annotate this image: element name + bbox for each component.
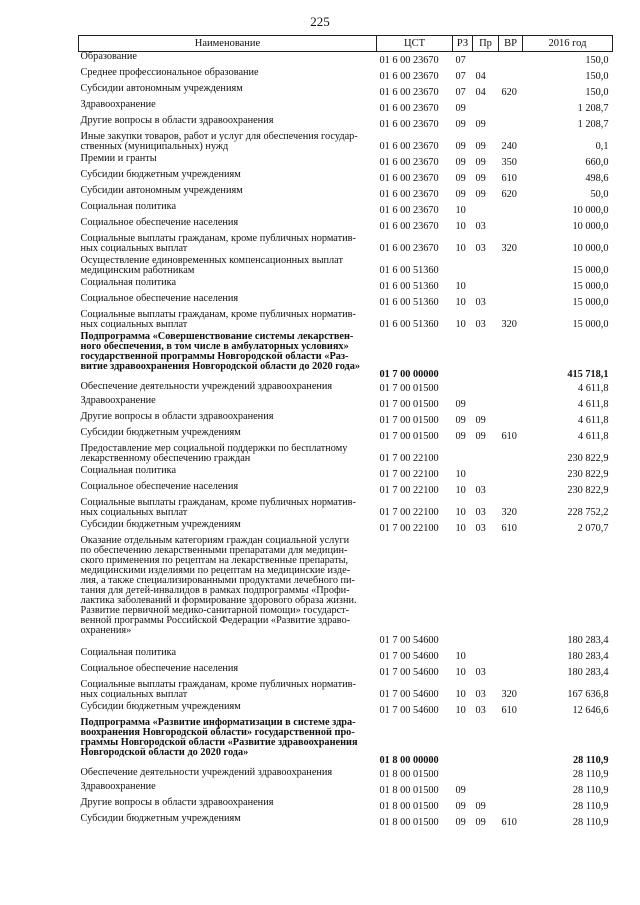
cell-name: Осуществление единовременных компенсационных выплат медицинским работникам: [80, 254, 343, 276]
cell-name: Другие вопросы в области здравоохранения: [80, 796, 274, 808]
table-row: [79, 234, 613, 256]
cell-sum: 230 822,9: [567, 484, 609, 496]
table-row: [79, 294, 613, 310]
cell-cst: 01 7 00 54600: [379, 704, 439, 716]
table-row: [79, 52, 613, 68]
cell-rz: 10: [455, 666, 466, 678]
cell-cst: 01 7 00 01500: [379, 414, 439, 426]
cell-sum: 10 000,0: [572, 204, 609, 216]
cell-name: Субсидии бюджетным учреждениям: [80, 426, 241, 438]
cell-sum: 2 070,7: [577, 522, 609, 534]
table-row: [79, 84, 613, 100]
table-row: [79, 396, 613, 412]
cell-vr: 620: [501, 86, 517, 98]
cell-vr: [499, 718, 523, 768]
cell-rz: 10: [455, 296, 466, 308]
table-row: [79, 798, 613, 814]
cell-cst: 01 7 00 00000: [379, 368, 439, 380]
cell-sum: 180 283,4: [567, 650, 609, 662]
cell-cst: 01 7 00 54600: [379, 666, 439, 678]
cell-vr: [499, 218, 523, 234]
cell-pr: 03: [475, 666, 486, 678]
cell-pr: [473, 444, 499, 466]
table-row: [79, 648, 613, 664]
cell-sum: 50,0: [590, 188, 609, 200]
cell-rz: 09: [455, 140, 466, 152]
cell-name: Социальное обеспечение населения: [80, 480, 239, 492]
cell-vr: [499, 782, 523, 798]
table-row: [79, 536, 613, 648]
cell-vr: [499, 482, 523, 498]
cell-name: Социальная политика: [80, 200, 177, 212]
cell-sum: 15 000,0: [572, 264, 609, 276]
cell-pr: 09: [475, 800, 486, 812]
cell-sum: 10 000,0: [572, 220, 609, 232]
cell-name: Субсидии автономным учреждениям: [80, 82, 243, 94]
table-row: [79, 132, 613, 154]
table-row: [79, 814, 613, 830]
table-row: [79, 68, 613, 84]
cell-pr: 09: [475, 156, 486, 168]
cell-pr: 03: [475, 522, 486, 534]
cell-pr: [473, 466, 499, 482]
cell-pr: [473, 536, 499, 648]
cell-cst: 01 6 00 23670: [379, 102, 439, 114]
cell-cst: 01 8 00 00000: [379, 754, 439, 766]
cell-name: Субсидии бюджетным учреждениям: [80, 700, 241, 712]
cell-vr: [499, 278, 523, 294]
cell-rz: [453, 718, 473, 768]
cell-rz: 10: [455, 220, 466, 232]
cell-name: Среднее профессиональное образование: [80, 66, 259, 78]
cell-sum: 150,0: [585, 54, 609, 66]
cell-vr: [499, 768, 523, 782]
cell-pr: 03: [475, 506, 486, 518]
table-row: [79, 256, 613, 278]
cell-name: Иные закупки товаров, работ и услуг для обеспечения государ- ственных (муниципальных) нужд: [80, 130, 358, 152]
cell-sum: 180 283,4: [567, 634, 609, 646]
cell-name: Социальные выплаты гражданам, кроме публичных норматив- ных социальных выплат: [80, 308, 356, 330]
cell-cst: 01 6 00 23670: [379, 54, 439, 66]
cell-sum: 150,0: [585, 86, 609, 98]
cell-name: Здравоохранение: [80, 394, 156, 406]
cell-name: Обеспечение деятельности учреждений здравоохранения: [80, 380, 333, 392]
cell-cst: 01 7 00 01500: [379, 398, 439, 410]
cell-sum: 28 110,9: [572, 784, 609, 796]
table-row: [79, 310, 613, 332]
cell-sum: 150,0: [585, 70, 609, 82]
cell-rz: 10: [455, 204, 466, 216]
table-row: [79, 154, 613, 170]
cell-rz: 09: [455, 414, 466, 426]
cell-sum: 4 611,8: [577, 398, 609, 410]
cell-cst: 01 7 00 54600: [379, 688, 439, 700]
cell-vr: [499, 256, 523, 278]
cell-cst: 01 6 00 23670: [379, 172, 439, 184]
cell-pr: 03: [475, 688, 486, 700]
cell-cst: 01 6 00 23670: [379, 156, 439, 168]
cell-sum: 28 110,9: [572, 816, 609, 828]
cell-pr: 03: [475, 220, 486, 232]
cell-pr: 03: [475, 318, 486, 330]
cell-name: Премии и гранты: [80, 152, 157, 164]
table-row: [79, 520, 613, 536]
cell-rz: 07: [455, 54, 466, 66]
cell-rz: 10: [455, 242, 466, 254]
cell-name: Подпрограмма «Развитие информатизации в системе здра- воохранения Новгородской области» государственной про- граммы Новгородской области «Развитие здравоохранения Новгородской области до 2020 года»: [80, 716, 358, 758]
cell-pr: [473, 718, 499, 768]
cell-cst: 01 7 00 01500: [379, 430, 439, 442]
cell-name: Социальное обеспечение населения: [80, 292, 239, 304]
table-row: [79, 278, 613, 294]
table-row: [79, 412, 613, 428]
cell-cst: 01 7 00 22100: [379, 468, 439, 480]
cell-vr: [499, 202, 523, 218]
table-row: [79, 768, 613, 782]
cell-rz: 10: [455, 506, 466, 518]
cell-vr: [499, 648, 523, 664]
cell-cst: 01 6 00 23670: [379, 140, 439, 152]
table-row: [79, 332, 613, 382]
cell-vr: [499, 664, 523, 680]
table-row: [79, 482, 613, 498]
cell-vr: [499, 116, 523, 132]
header-pr: Пр: [473, 36, 499, 52]
cell-cst: 01 6 00 51360: [379, 280, 439, 292]
cell-pr: [473, 382, 499, 396]
cell-cst: 01 6 00 51360: [379, 264, 439, 276]
cell-rz: 10: [455, 468, 466, 480]
cell-pr: 03: [475, 484, 486, 496]
cell-sum: 1 208,7: [577, 102, 609, 114]
cell-pr: 09: [475, 172, 486, 184]
cell-name: Социальные выплаты гражданам, кроме публичных норматив- ных социальных выплат: [80, 678, 356, 700]
cell-name: Оказание отдельным категориям граждан социальной услуги по обеспечению лекарственными препаратами для медицин- ского применения по рецептам на лекарственные препараты, медицинскими изделиями по рецептам на медицинские изде- лия, а также специализированными продуктами лечебного пи- тания для детей-инвалидов в рамках подпрограммы «Профи- лактика заболеваний и формирование здорового образа жизни. Развитие первичной медико-санитарной помощи» государст- венной программы Российской Федерации «Развитие здраво- охранения»: [80, 534, 357, 636]
cell-name: Социальное обеспечение населения: [80, 216, 239, 228]
cell-vr: [499, 68, 523, 84]
cell-rz: 09: [455, 398, 466, 410]
cell-name: Социальное обеспечение населения: [80, 662, 239, 674]
cell-name: Субсидии бюджетным учреждениям: [80, 518, 241, 530]
cell-name: Здравоохранение: [80, 780, 156, 792]
table-row: [79, 170, 613, 186]
cell-vr: [499, 52, 523, 68]
cell-sum: 12 646,6: [572, 704, 609, 716]
cell-vr: [499, 412, 523, 428]
cell-sum: 15 000,0: [572, 318, 609, 330]
cell-vr: 320: [501, 242, 517, 254]
cell-sum: 10 000,0: [572, 242, 609, 254]
cell-sum: 0,1: [595, 140, 609, 152]
cell-name: Субсидии бюджетным учреждениям: [80, 168, 241, 180]
cell-rz: 10: [455, 484, 466, 496]
cell-sum: 167 636,8: [567, 688, 609, 700]
cell-cst: 01 6 00 51360: [379, 296, 439, 308]
cell-name: Субсидии автономным учреждениям: [80, 184, 243, 196]
cell-pr: [473, 256, 499, 278]
cell-sum: 228 752,2: [567, 506, 609, 518]
cell-vr: [499, 382, 523, 396]
table-row: [79, 382, 613, 396]
cell-name: Предоставление мер социальной поддержки по бесплатному лекарственному обеспечению граждан: [80, 442, 348, 464]
cell-rz: [453, 444, 473, 466]
cell-cst: 01 6 00 23670: [379, 188, 439, 200]
cell-name: Социальные выплаты гражданам, кроме публичных норматив- ных социальных выплат: [80, 232, 356, 254]
cell-vr: 240: [501, 140, 517, 152]
cell-cst: 01 7 00 01500: [379, 382, 439, 394]
cell-sum: 230 822,9: [567, 452, 609, 464]
cell-cst: 01 8 00 01500: [379, 800, 439, 812]
budget-table: [78, 35, 613, 830]
cell-rz: 09: [455, 430, 466, 442]
cell-name: Социальная политика: [80, 276, 177, 288]
cell-vr: [499, 798, 523, 814]
cell-sum: 15 000,0: [572, 296, 609, 308]
table-row: [79, 100, 613, 116]
cell-pr: 04: [475, 70, 486, 82]
table-header: [79, 36, 613, 52]
cell-sum: 15 000,0: [572, 280, 609, 292]
cell-pr: [473, 768, 499, 782]
cell-sum: 28 110,9: [572, 800, 609, 812]
cell-pr: 09: [475, 430, 486, 442]
cell-rz: 09: [455, 172, 466, 184]
header-cst: ЦСТ: [377, 36, 453, 52]
cell-sum: 4 611,8: [577, 430, 609, 442]
cell-name: Другие вопросы в области здравоохранения: [80, 114, 274, 126]
cell-rz: [453, 536, 473, 648]
cell-cst: 01 7 00 54600: [379, 634, 439, 646]
cell-vr: 320: [501, 688, 517, 700]
cell-cst: 01 8 00 01500: [379, 784, 439, 796]
cell-rz: 09: [455, 156, 466, 168]
cell-vr: 610: [501, 172, 517, 184]
cell-rz: [453, 256, 473, 278]
cell-pr: [473, 52, 499, 68]
cell-pr: [473, 332, 499, 382]
cell-vr: 320: [501, 506, 517, 518]
cell-vr: 620: [501, 188, 517, 200]
cell-cst: 01 6 00 23670: [379, 86, 439, 98]
cell-name: Подпрограмма «Совершенствование системы лекарствен- ного обеспечения, в том числе в амбулаторных условиях» государственной программы Новгородской области «Раз- витие здравоохранения Новгородской области до 2020 года»: [80, 330, 361, 372]
cell-vr: [499, 444, 523, 466]
cell-pr: [473, 648, 499, 664]
cell-vr: 350: [501, 156, 517, 168]
cell-vr: 610: [501, 522, 517, 534]
cell-name: Другие вопросы в области здравоохранения: [80, 410, 274, 422]
cell-vr: [499, 396, 523, 412]
cell-sum: 230 822,9: [567, 468, 609, 480]
cell-pr: 04: [475, 86, 486, 98]
cell-rz: [453, 382, 473, 396]
cell-pr: [473, 100, 499, 116]
cell-pr: [473, 278, 499, 294]
cell-cst: 01 7 00 22100: [379, 522, 439, 534]
cell-sum: 4 611,8: [577, 382, 609, 394]
cell-sum: 415 718,1: [567, 368, 609, 380]
table-row: [79, 498, 613, 520]
table-row: [79, 664, 613, 680]
cell-cst: 01 7 00 22100: [379, 484, 439, 496]
cell-cst: 01 6 00 23670: [379, 220, 439, 232]
cell-name: Социальная политика: [80, 646, 177, 658]
cell-rz: [453, 768, 473, 782]
cell-vr: 320: [501, 318, 517, 330]
cell-pr: 03: [475, 296, 486, 308]
cell-vr: 610: [501, 704, 517, 716]
cell-rz: 10: [455, 522, 466, 534]
cell-pr: 09: [475, 816, 486, 828]
cell-name: Социальная политика: [80, 464, 177, 476]
cell-rz: 10: [455, 280, 466, 292]
cell-sum: 28 110,9: [573, 754, 609, 766]
cell-name: Образование: [80, 51, 137, 62]
cell-cst: 01 6 00 23670: [379, 204, 439, 216]
table-row: [79, 444, 613, 466]
cell-pr: 09: [475, 140, 486, 152]
header-sum: 2016 год: [523, 36, 613, 52]
cell-pr: 03: [475, 704, 486, 716]
table-row: [79, 428, 613, 444]
cell-cst: 01 6 00 23670: [379, 118, 439, 130]
header-vr: ВР: [499, 36, 523, 52]
cell-cst: 01 8 00 01500: [379, 816, 439, 828]
cell-rz: 09: [455, 118, 466, 130]
cell-vr: [499, 332, 523, 382]
cell-rz: 09: [455, 816, 466, 828]
cell-sum: 180 283,4: [567, 666, 609, 678]
page-number: 225: [310, 14, 330, 29]
table-row: [79, 466, 613, 482]
cell-vr: 610: [501, 816, 517, 828]
cell-pr: 09: [475, 414, 486, 426]
table-row: [79, 702, 613, 718]
cell-pr: 03: [475, 242, 486, 254]
cell-sum: 1 208,7: [577, 118, 609, 130]
cell-rz: 10: [455, 688, 466, 700]
cell-cst: 01 6 00 51360: [379, 318, 439, 330]
cell-vr: [499, 294, 523, 310]
table-row: [79, 718, 613, 768]
cell-cst: 01 6 00 23670: [379, 70, 439, 82]
cell-cst: 01 6 00 23670: [379, 242, 439, 254]
cell-rz: 07: [455, 86, 466, 98]
cell-rz: 10: [455, 650, 466, 662]
cell-rz: 09: [455, 800, 466, 812]
cell-rz: [453, 332, 473, 382]
cell-pr: [473, 396, 499, 412]
cell-name: Здравоохранение: [80, 98, 156, 110]
table-row: [79, 186, 613, 202]
cell-rz: 07: [455, 70, 466, 82]
cell-vr: 610: [501, 430, 517, 442]
cell-name: Обеспечение деятельности учреждений здравоохранения: [80, 766, 333, 778]
cell-vr: [499, 100, 523, 116]
cell-pr: [473, 782, 499, 798]
cell-rz: 10: [455, 318, 466, 330]
cell-vr: [499, 536, 523, 648]
cell-sum: 28 110,9: [572, 768, 609, 780]
table-row: [79, 782, 613, 798]
cell-cst: 01 7 00 54600: [379, 650, 439, 662]
cell-rz: 09: [455, 188, 466, 200]
cell-name: Субсидии бюджетным учреждениям: [80, 812, 241, 824]
cell-pr: [473, 202, 499, 218]
cell-rz: 09: [455, 102, 466, 114]
cell-name: Социальные выплаты гражданам, кроме публичных норматив- ных социальных выплат: [80, 496, 356, 518]
table-row: [79, 116, 613, 132]
cell-sum: 498,6: [585, 172, 609, 184]
cell-pr: 09: [475, 118, 486, 130]
cell-cst: 01 7 00 22100: [379, 506, 439, 518]
cell-cst: 01 7 00 22100: [379, 452, 439, 464]
table-row: [79, 680, 613, 702]
cell-sum: 4 611,8: [577, 414, 609, 426]
header-rz: РЗ: [453, 36, 473, 52]
cell-pr: 09: [475, 188, 486, 200]
cell-sum: 660,0: [585, 156, 609, 168]
cell-rz: 10: [455, 704, 466, 716]
table-body: [79, 52, 613, 830]
header-name: Наименование: [79, 36, 377, 52]
cell-cst: 01 8 00 01500: [379, 768, 439, 780]
cell-vr: [499, 466, 523, 482]
cell-rz: 09: [455, 784, 466, 796]
table-row: [79, 202, 613, 218]
table-row: [79, 218, 613, 234]
